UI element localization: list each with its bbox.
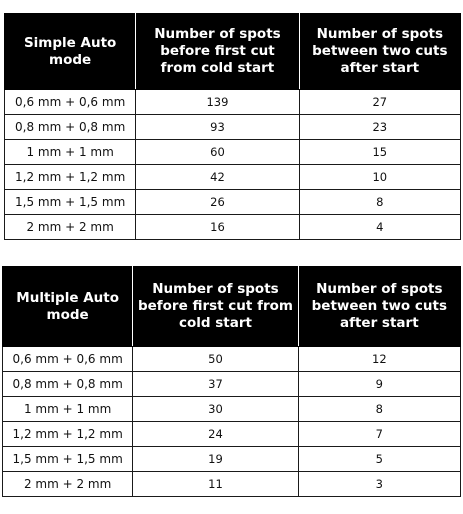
header-row (3, 267, 461, 347)
first-cut-cell: 60 (136, 140, 299, 165)
multiple-auto-mode-table (2, 266, 461, 497)
first-cut-header: Number of spots before first cut from cold start (133, 267, 298, 347)
table-row (5, 215, 461, 240)
thickness-cell: 1,5 mm + 1,5 mm (3, 447, 133, 472)
first-cut-cell: 139 (136, 90, 299, 115)
first-cut-cell: 11 (133, 472, 298, 497)
table-row (3, 397, 461, 422)
thickness-cell: 1 mm + 1 mm (5, 140, 136, 165)
between-cuts-header: Number of spots between two cuts after start (299, 14, 460, 90)
table-header (5, 14, 461, 90)
thickness-cell: 0,8 mm + 0,8 mm (5, 115, 136, 140)
table-row (5, 90, 461, 115)
simple-auto-mode-table (4, 13, 461, 240)
first-cut-cell: 42 (136, 165, 299, 190)
between-cuts-cell: 7 (298, 422, 460, 447)
between-cuts-cell: 10 (299, 165, 460, 190)
between-cuts-cell: 8 (298, 397, 460, 422)
thickness-cell: 1 mm + 1 mm (3, 397, 133, 422)
between-cuts-cell: 4 (299, 215, 460, 240)
first-cut-cell: 30 (133, 397, 298, 422)
first-cut-cell: 16 (136, 215, 299, 240)
table-row (3, 372, 461, 397)
table-row (3, 447, 461, 472)
table-header (3, 267, 461, 347)
thickness-cell: 0,6 mm + 0,6 mm (3, 347, 133, 372)
table-row (5, 165, 461, 190)
between-cuts-cell: 8 (299, 190, 460, 215)
first-cut-cell: 50 (133, 347, 298, 372)
thickness-cell: 2 mm + 2 mm (3, 472, 133, 497)
header-row (5, 14, 461, 90)
mode-header: Multiple Auto mode (3, 267, 133, 347)
table-row (5, 190, 461, 215)
thickness-cell: 2 mm + 2 mm (5, 215, 136, 240)
between-cuts-cell: 23 (299, 115, 460, 140)
mode-header: Simple Auto mode (5, 14, 136, 90)
table-row (3, 422, 461, 447)
between-cuts-header: Number of spots between two cuts after start (298, 267, 460, 347)
between-cuts-cell: 15 (299, 140, 460, 165)
first-cut-cell: 37 (133, 372, 298, 397)
first-cut-cell: 26 (136, 190, 299, 215)
between-cuts-cell: 12 (298, 347, 460, 372)
table-body (5, 90, 461, 240)
table-row (3, 472, 461, 497)
first-cut-cell: 19 (133, 447, 298, 472)
first-cut-header: Number of spots before first cut from cold start (136, 14, 299, 90)
table-row (3, 347, 461, 372)
thickness-cell: 1,5 mm + 1,5 mm (5, 190, 136, 215)
thickness-cell: 0,6 mm + 0,6 mm (5, 90, 136, 115)
first-cut-cell: 24 (133, 422, 298, 447)
between-cuts-cell: 3 (298, 472, 460, 497)
table-body (3, 347, 461, 497)
thickness-cell: 1,2 mm + 1,2 mm (3, 422, 133, 447)
table-row (5, 115, 461, 140)
first-cut-cell: 93 (136, 115, 299, 140)
table-row (5, 140, 461, 165)
between-cuts-cell: 27 (299, 90, 460, 115)
thickness-cell: 1,2 mm + 1,2 mm (5, 165, 136, 190)
thickness-cell: 0,8 mm + 0,8 mm (3, 372, 133, 397)
between-cuts-cell: 9 (298, 372, 460, 397)
between-cuts-cell: 5 (298, 447, 460, 472)
